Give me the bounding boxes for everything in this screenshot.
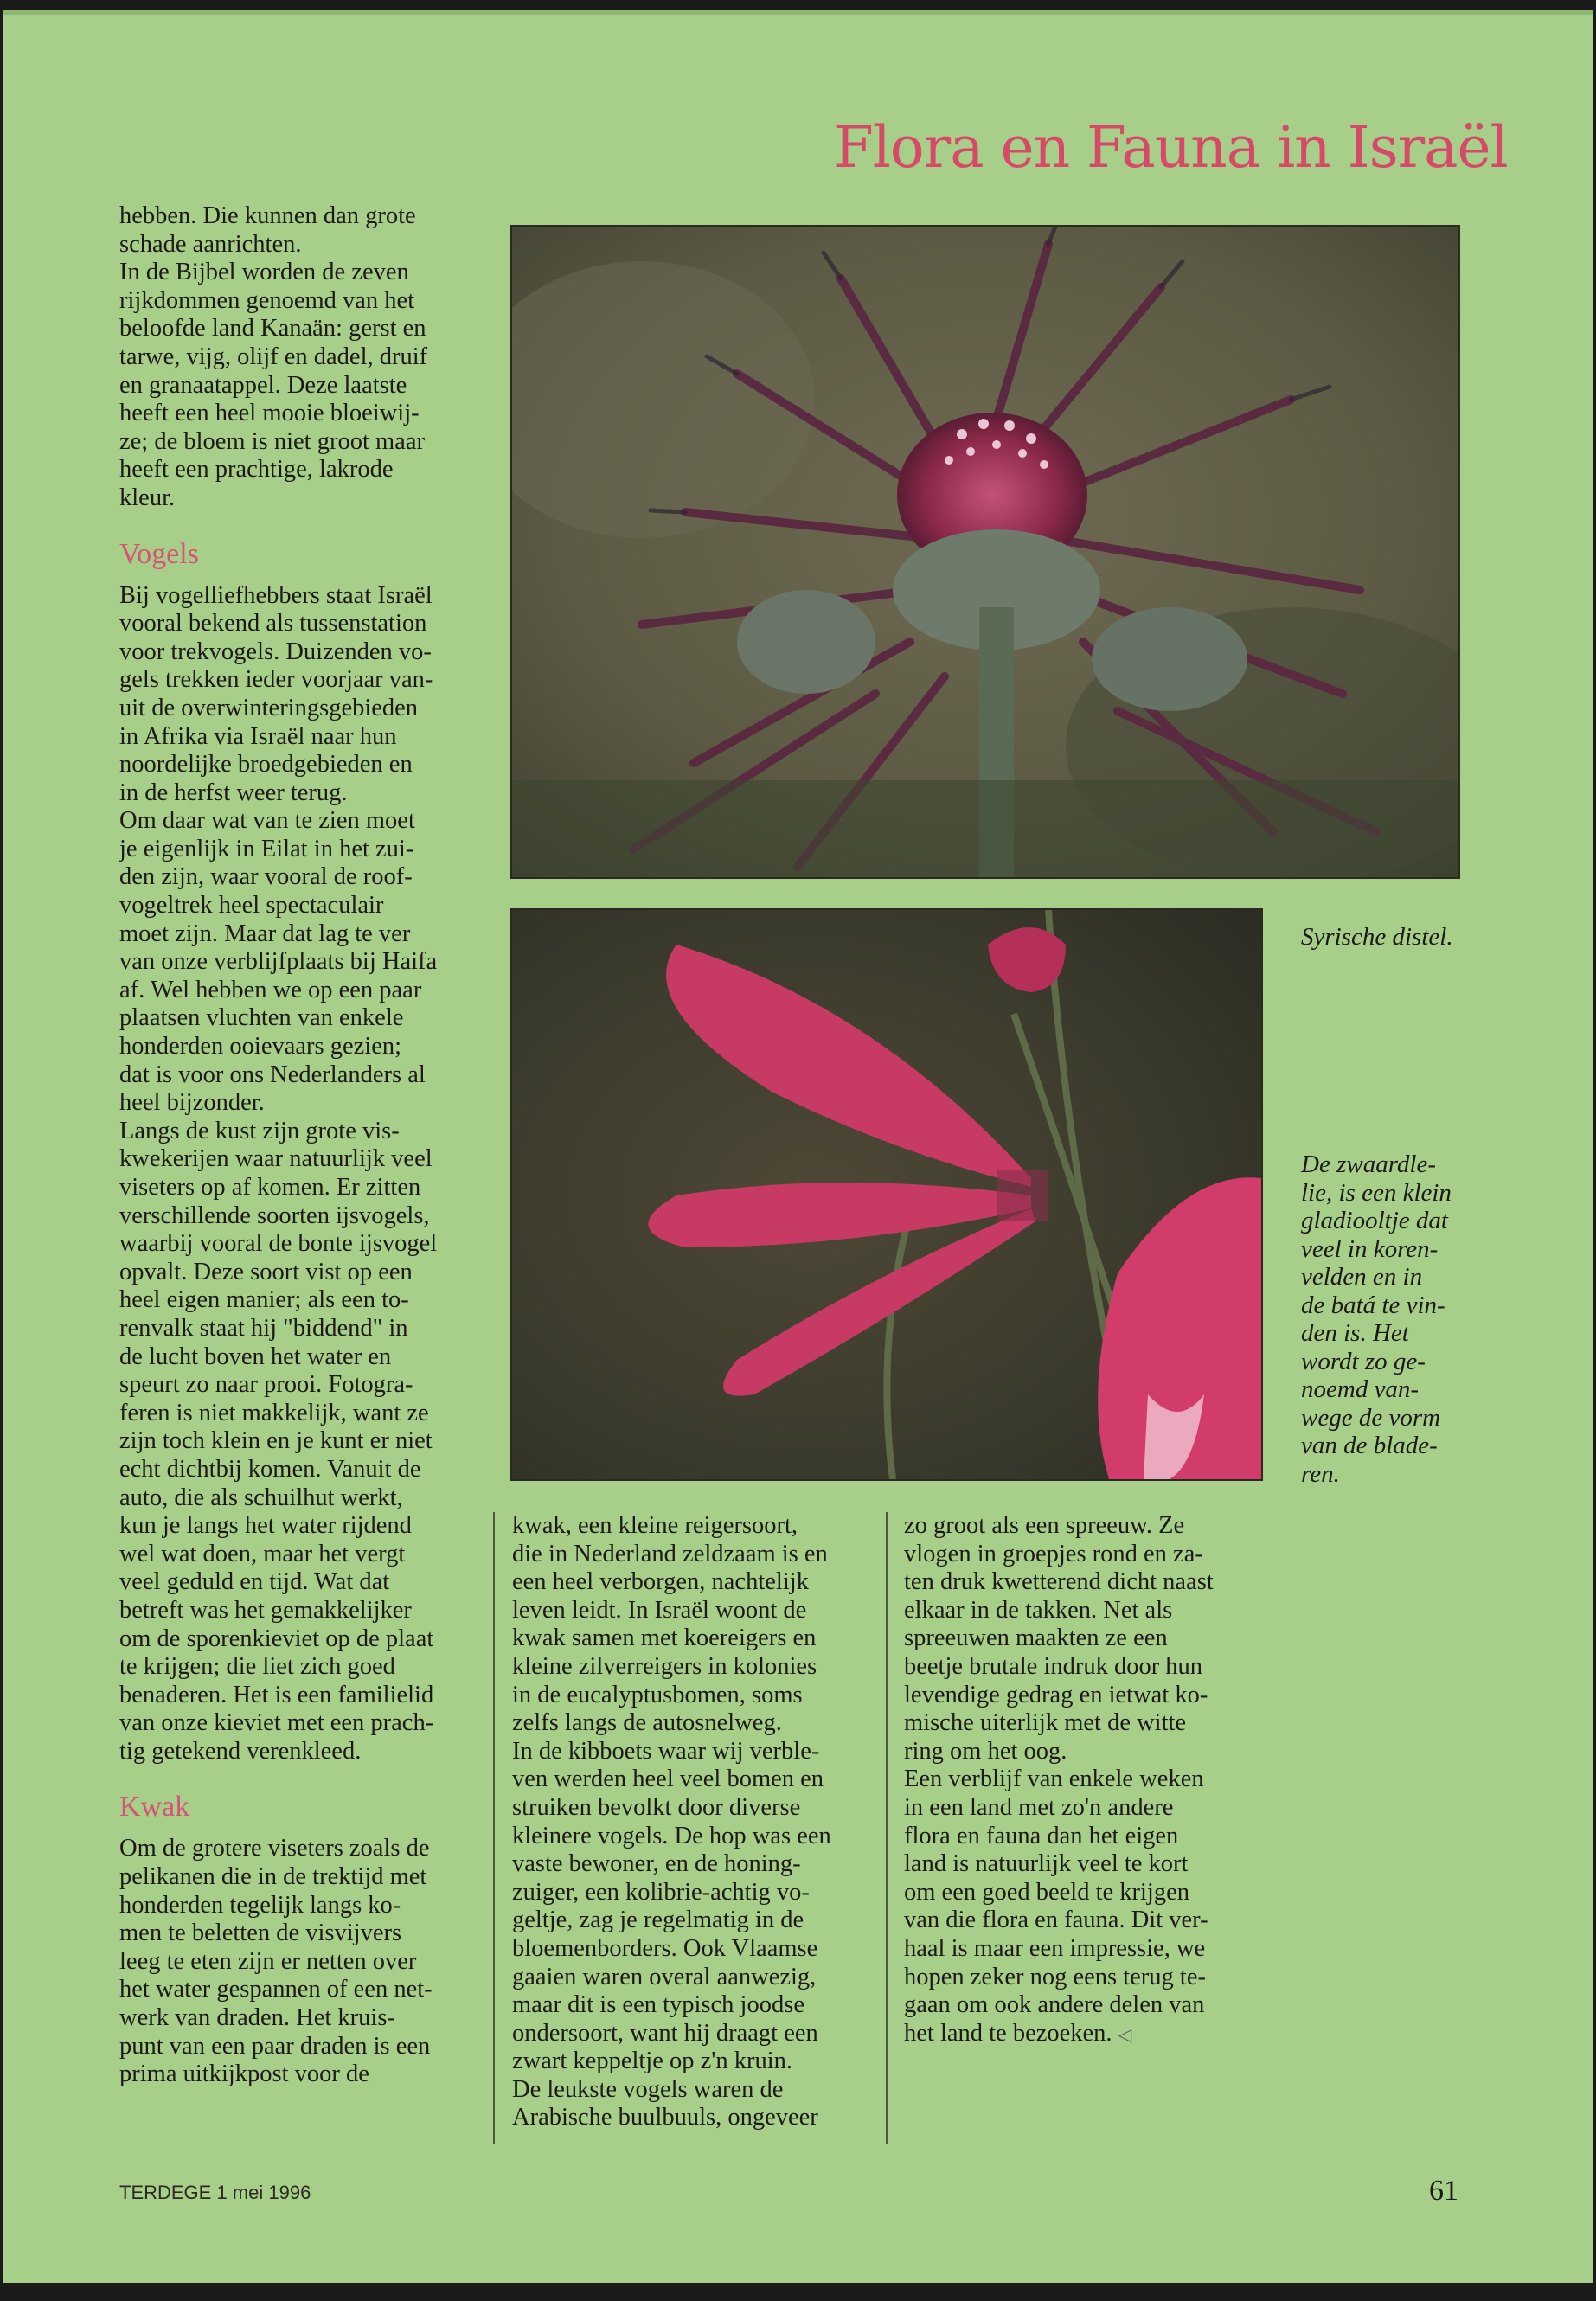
text-line: voor trekvogels. Duizenden vo-: [119, 638, 432, 665]
text-line: Langs de kust zijn grote vis-: [119, 1117, 400, 1144]
text-line: haal is maar een impressie, we: [904, 1934, 1206, 1962]
text-line: spreeuwen maakten ze een: [904, 1625, 1168, 1652]
sword-lily-image: [512, 910, 1261, 1479]
text-line: honderden ooievaars gezien;: [119, 1033, 402, 1061]
text-line: tig getekend verenkleed.: [119, 1737, 362, 1765]
caption-syrian-thistle: [1301, 923, 1474, 952]
text-line: land is natuurlijk veel te kort: [904, 1850, 1189, 1878]
photo-sword-lily: [510, 908, 1263, 1481]
text-line: zuiger, een kolibrie-achtig vo-: [512, 1878, 810, 1906]
text-line: heel eigen manier; als een to-: [119, 1286, 409, 1314]
text-line: leven leidt. In Israël woont de: [512, 1596, 807, 1624]
text-line: kwekerijen waar natuurlijk veel: [119, 1145, 433, 1173]
last-text-line: [904, 2020, 1267, 2049]
text-line: hebben. Die kunnen dan grote: [119, 202, 416, 229]
column3-paragraph: [904, 1512, 1267, 2048]
text-line: Om daar wat van te zien moet: [119, 807, 415, 835]
text-line: pelikanen die in de trektijd met: [119, 1863, 427, 1891]
text-line: honderden tegelijk langs ko-: [119, 1891, 401, 1919]
text-line: werk van draden. Het kruis-: [119, 2004, 395, 2032]
text-line: zelfs langs de autosnelweg.: [512, 1709, 782, 1737]
footer-publication: TERDEGE 1 mei 1996: [119, 2182, 311, 2203]
text-line: hopen zeker nog eens terug te-: [904, 1963, 1206, 1990]
text-line: geltje, zag je regelmatig in de: [512, 1907, 804, 1934]
text-line: Arabische buulbuuls, ongeveer: [512, 2104, 818, 2131]
text-line: heeft een heel mooie bloeiwij-: [119, 400, 420, 427]
caption-line: noemd van-: [1301, 1375, 1420, 1403]
column-rule: [886, 1512, 888, 2144]
text-line: kleinere vogels. De hop was een: [512, 1822, 831, 1849]
text-line: je eigenlijk in Eilat in het zui-: [119, 835, 414, 862]
text-line: In de kibboets waar wij verble-: [512, 1737, 820, 1765]
text-line: verschillende soorten ijsvogels,: [119, 1202, 430, 1229]
text-line: ring om het oog.: [904, 1737, 1067, 1765]
text-line: betreft was het gemakkelijker: [119, 1596, 412, 1624]
photo-syrian-thistle: [510, 225, 1460, 879]
vogels-paragraph: [119, 582, 483, 1766]
column-rule: [493, 1512, 495, 2144]
text-line: kwak samen met koereigers en: [512, 1625, 817, 1652]
thistle-image: [512, 227, 1458, 877]
text-line: het water gespannen of een net-: [119, 1976, 433, 2003]
text-line: plaatsen vluchten van enkele: [119, 1004, 404, 1032]
text-line: maar dit is een typisch joodse: [512, 1991, 804, 2019]
text-line: vaste bewoner, en de honing-: [512, 1850, 801, 1878]
text-line: struiken bevolkt door diverse: [512, 1793, 801, 1821]
text-line: noordelijke broedgebieden en: [119, 751, 413, 779]
text-line: schade aanrichten.: [119, 230, 302, 258]
text-column-1: [119, 202, 483, 2089]
text-line: ven werden heel veel bomen en: [512, 1766, 824, 1793]
text-line: tarwe, vijg, olijf en dadel, druif: [119, 343, 428, 370]
section-heading-kwak: Kwak: [119, 1791, 190, 1823]
text-line: van die flora en fauna. Dit ver-: [904, 1907, 1208, 1934]
text-line: en granaatappel. Deze laatste: [119, 371, 407, 399]
text-line: in een land met zo'n andere: [904, 1793, 1174, 1821]
caption-line: gladiooltje dat: [1301, 1207, 1448, 1234]
text-line: kun je langs het water rijdend: [119, 1512, 412, 1540]
text-line: ondersoort, want hij draagt een: [512, 2019, 818, 2047]
end-of-article-icon: ◁: [1118, 2023, 1132, 2045]
text-line: die in Nederland zeldzaam is en: [512, 1540, 828, 1567]
text-line: dat is voor ons Nederlanders al: [119, 1061, 426, 1088]
text-line: een heel verborgen, nachtelijk: [512, 1568, 809, 1596]
text-line: De leukste vogels waren de: [512, 2075, 784, 2103]
text-line: uit de overwinteringsgebieden: [119, 694, 419, 721]
text-line: kleine zilverreigers in kolonies: [512, 1652, 817, 1680]
text-line: ten druk kwetterend dicht naast: [904, 1568, 1214, 1596]
text-line: te krijgen; die liet zich goed: [119, 1653, 395, 1681]
text-line: viseters op af komen. Er zitten: [119, 1174, 421, 1201]
caption-sword-lily: [1301, 1150, 1474, 1488]
text-line: beloofde land Kanaän: gerst en: [119, 315, 426, 343]
text-line: waarbij vooral de bonte ijsvogel: [119, 1230, 438, 1258]
caption-line: Syrische distel.: [1301, 923, 1453, 951]
kwak-paragraph: [119, 1835, 483, 2088]
text-line: leeg te eten zijn er netten over: [119, 1947, 417, 1975]
caption-line: wordt zo ge-: [1301, 1347, 1426, 1375]
text-line: heel bijzonder.: [119, 1089, 265, 1117]
text-line: af. Wel hebben we op een paar: [119, 976, 422, 1003]
text-line: auto, die als schuilhut werkt,: [119, 1484, 403, 1511]
text-column-2: [512, 1512, 875, 2132]
text-line: gaan om ook andere delen van: [904, 1991, 1205, 2019]
text-line: elkaar in de takken. Net als: [904, 1596, 1173, 1624]
text-line: vlogen in groepjes rond en za-: [904, 1540, 1203, 1567]
text-column-3: [904, 1512, 1267, 2048]
text-line: wel wat doen, maar het vergt: [119, 1540, 406, 1567]
caption-line: wege de vorm: [1301, 1403, 1441, 1432]
text-line: benaderen. Het is een familielid: [119, 1681, 434, 1708]
text-line: prima uitkijkpost voor de: [119, 2061, 369, 2088]
text-line: de lucht boven het water en: [119, 1343, 392, 1370]
text-line: van onze verblijfplaats bij Haifa: [119, 948, 438, 976]
text-line: In de Bijbel worden de zeven: [119, 259, 409, 286]
magazine-page: [3, 10, 1593, 2283]
text-line: den zijn, waar vooral de roof-: [119, 863, 413, 891]
column2-paragraph: [512, 1512, 875, 2132]
text-line: beetje brutale indruk door hun: [904, 1652, 1203, 1680]
text-line: kleur.: [119, 484, 176, 511]
text-line: heeft een prachtige, lakrode: [119, 456, 394, 484]
text-line: gaaien waren overal aanwezig,: [512, 1963, 817, 1990]
caption-line: ren.: [1301, 1459, 1340, 1488]
text-line: moet zijn. Maar dat lag te ver: [119, 920, 411, 947]
text-line: van onze kieviet met een prach-: [119, 1709, 434, 1737]
text-line: om een goed beeld te krijgen: [904, 1878, 1190, 1906]
caption-line: de batá te vin-: [1301, 1291, 1445, 1319]
text-line: veel geduld en tijd. Wat dat: [119, 1568, 390, 1596]
caption-line: van de blade-: [1301, 1432, 1438, 1459]
text-line: punt van een paar draden is een: [119, 2032, 431, 2060]
text-line: zijn toch klein en je kunt er niet: [119, 1427, 433, 1455]
text-line: feren is niet makkelijk, want ze: [119, 1399, 429, 1426]
text-line: speurt zo naar prooi. Fotogra-: [119, 1371, 413, 1399]
text-line: Bij vogelliefhebbers staat Israël: [119, 581, 433, 609]
top-rule: [3, 10, 1593, 15]
text-line: renvalk staat hij "biddend" in: [119, 1314, 408, 1342]
intro-paragraph: [119, 202, 483, 513]
text-line: flora en fauna dan het eigen: [904, 1822, 1179, 1849]
text-line: mische uiterlijk met de witte: [904, 1709, 1187, 1737]
text-line: om de sporenkieviet op de plaat: [119, 1625, 434, 1652]
caption-line: veel in koren-: [1301, 1234, 1439, 1263]
text-line: rijkdommen genoemd van het: [119, 286, 415, 314]
page-number: 61: [1429, 2175, 1458, 2207]
text-line: echt dichtbij komen. Vanuit de: [119, 1455, 421, 1483]
text-line: ze; de bloem is niet groot maar: [119, 427, 425, 455]
text-line: levendige gedrag en ietwat ko-: [904, 1681, 1208, 1708]
text-line: Een verblijf van enkele weken: [904, 1766, 1204, 1793]
text-line: kwak, een kleine reigersoort,: [512, 1512, 798, 1539]
text-line: zwart keppeltje op z'n kruin.: [512, 2048, 793, 2075]
text-line: het land te bezoeken.: [904, 2019, 1112, 2047]
caption-line: velden en in: [1301, 1263, 1423, 1291]
text-line: in de herfst weer terug.: [119, 779, 348, 806]
text-line: gels trekken ieder voorjaar van-: [119, 666, 433, 694]
caption-line: den is. Het: [1301, 1319, 1409, 1347]
text-line: Om de grotere viseters zoals de: [119, 1835, 430, 1862]
text-line: opvalt. Deze soort vist op een: [119, 1258, 413, 1285]
caption-line: lie, is een klein: [1301, 1178, 1452, 1207]
section-heading-vogels: Vogels: [119, 537, 199, 570]
text-line: vogeltrek heel spectaculair: [119, 892, 384, 920]
caption-line: De zwaardle-: [1301, 1150, 1436, 1178]
text-line: in de eucalyptusbomen, soms: [512, 1681, 803, 1708]
text-line: zo groot als een spreeuw. Ze: [904, 1512, 1185, 1539]
text-line: bloemenborders. Ook Vlaamse: [512, 1934, 818, 1962]
text-line: men te beletten de visvijvers: [119, 1920, 402, 1947]
text-line: vooral bekend als tussenstation: [119, 610, 427, 638]
text-line: in Afrika via Israël naar hun: [119, 722, 397, 750]
page-title: Flora en Fauna in Israël: [834, 114, 1508, 181]
